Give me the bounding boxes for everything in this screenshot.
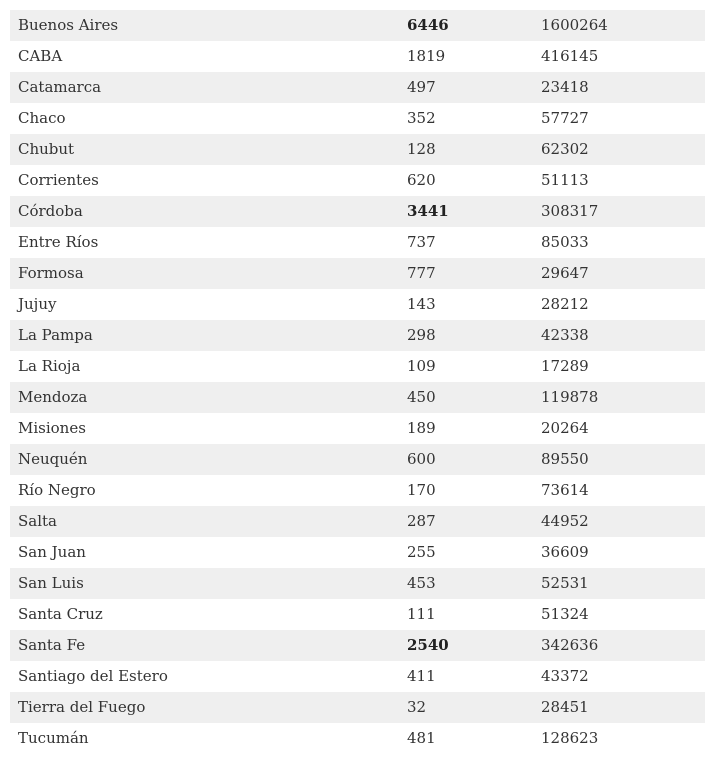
value-b-cell: 44952 [541, 512, 589, 530]
value-a-cell: 189 [407, 419, 436, 437]
province-cell: San Luis [18, 574, 84, 592]
value-a-cell: 481 [407, 729, 436, 747]
value-a-cell: 411 [407, 667, 436, 685]
table-row [10, 661, 705, 692]
province-cell: Córdoba [18, 202, 83, 220]
province-cell: Neuquén [18, 450, 88, 468]
province-cell: Corrientes [18, 171, 99, 189]
value-a-cell: 737 [407, 233, 436, 251]
table-row [10, 444, 705, 475]
table-row [10, 196, 705, 227]
province-cell: Chaco [18, 109, 66, 127]
value-b-cell: 51324 [541, 605, 589, 623]
value-a-cell: 170 [407, 481, 436, 499]
province-cell: Santa Fe [18, 636, 86, 654]
value-b-cell: 1600264 [541, 16, 608, 34]
value-b-cell: 128623 [541, 729, 599, 747]
province-cell: Misiones [18, 419, 86, 437]
value-b-cell: 52531 [541, 574, 589, 592]
table-row [10, 258, 705, 289]
table-row [10, 41, 705, 72]
value-b-cell: 73614 [541, 481, 589, 499]
province-cell: Tierra del Fuego [18, 698, 146, 716]
value-a-cell: 298 [407, 326, 436, 344]
value-a-cell: 128 [407, 140, 436, 158]
table-row [10, 351, 705, 382]
value-a-cell: 777 [407, 264, 436, 282]
province-data-table-container [10, 10, 705, 754]
value-a-cell: 352 [407, 109, 436, 127]
value-a-cell: 6446 [407, 16, 449, 34]
province-data-table [10, 10, 705, 754]
value-a-cell: 255 [407, 543, 436, 561]
value-b-cell: 51113 [541, 171, 589, 189]
value-b-cell: 308317 [541, 202, 599, 220]
value-b-cell: 36609 [541, 543, 589, 561]
province-cell: Buenos Aires [18, 16, 119, 34]
value-b-cell: 28451 [541, 698, 589, 716]
table-row [10, 165, 705, 196]
value-b-cell: 20264 [541, 419, 589, 437]
value-b-cell: 85033 [541, 233, 589, 251]
province-cell: Tucumán [18, 729, 89, 747]
value-a-cell: 143 [407, 295, 436, 313]
province-cell: Entre Ríos [18, 233, 99, 251]
table-row [10, 320, 705, 351]
value-a-cell: 287 [407, 512, 436, 530]
table-row [10, 289, 705, 320]
table-row [10, 599, 705, 630]
value-a-cell: 2540 [407, 636, 449, 654]
table-row [10, 413, 705, 444]
table-row [10, 723, 705, 754]
province-cell: CABA [18, 47, 63, 65]
province-cell: Río Negro [18, 481, 96, 499]
province-cell: Salta [18, 512, 57, 530]
table-row [10, 537, 705, 568]
value-b-cell: 23418 [541, 78, 589, 96]
province-cell: Santiago del Estero [18, 667, 168, 685]
table-row [10, 103, 705, 134]
value-a-cell: 620 [407, 171, 436, 189]
province-cell: Mendoza [18, 388, 88, 406]
province-cell: Santa Cruz [18, 605, 103, 623]
value-b-cell: 28212 [541, 295, 589, 313]
value-b-cell: 42338 [541, 326, 589, 344]
value-b-cell: 416145 [541, 47, 599, 65]
value-b-cell: 57727 [541, 109, 589, 127]
value-a-cell: 453 [407, 574, 436, 592]
value-a-cell: 32 [407, 698, 427, 716]
province-cell: San Juan [18, 543, 86, 561]
value-b-cell: 17289 [541, 357, 589, 375]
value-b-cell: 89550 [541, 450, 589, 468]
table-row [10, 72, 705, 103]
province-cell: Formosa [18, 264, 84, 282]
province-cell: Chubut [18, 140, 75, 158]
table-row [10, 227, 705, 258]
value-a-cell: 111 [407, 605, 436, 623]
table-row [10, 692, 705, 723]
value-b-cell: 29647 [541, 264, 589, 282]
value-b-cell: 43372 [541, 667, 589, 685]
value-b-cell: 62302 [541, 140, 589, 158]
table-row [10, 475, 705, 506]
table-row [10, 10, 705, 41]
table-row [10, 134, 705, 165]
table-row [10, 630, 705, 661]
value-a-cell: 497 [407, 78, 436, 96]
table-body [10, 10, 705, 754]
province-cell: Catamarca [18, 78, 102, 96]
table-row [10, 382, 705, 413]
value-a-cell: 600 [407, 450, 436, 468]
province-cell: Jujuy [18, 295, 57, 313]
value-a-cell: 1819 [407, 47, 446, 65]
value-a-cell: 3441 [407, 202, 449, 220]
value-b-cell: 119878 [541, 388, 599, 406]
value-a-cell: 109 [407, 357, 436, 375]
table-row [10, 568, 705, 599]
value-a-cell: 450 [407, 388, 436, 406]
table-row [10, 506, 705, 537]
province-cell: La Rioja [18, 357, 81, 375]
value-b-cell: 342636 [541, 636, 599, 654]
province-cell: La Pampa [18, 326, 93, 344]
